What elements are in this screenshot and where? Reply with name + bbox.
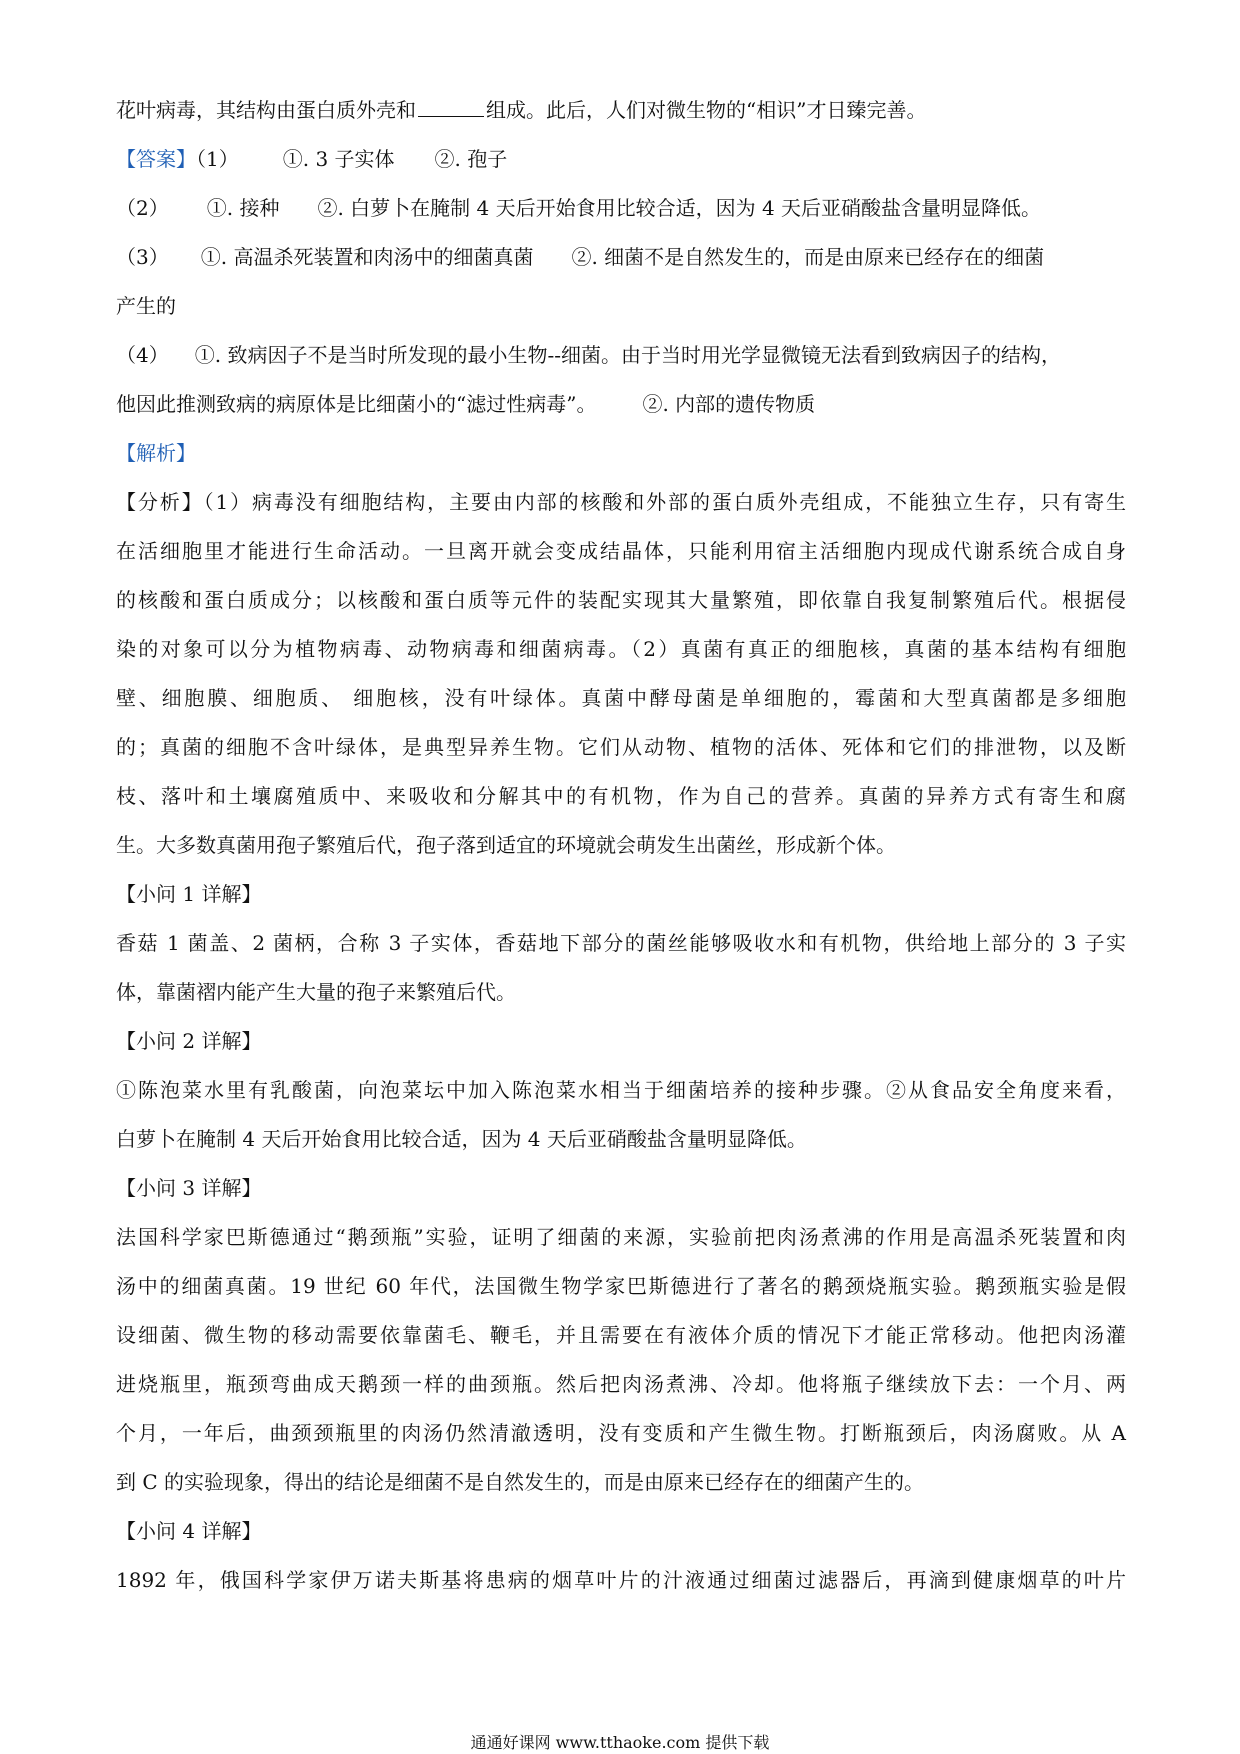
answer-line	[116, 245, 1126, 269]
fill-in-blank	[418, 98, 484, 117]
paragraph-line: 到 C 的实验现象，得出的结论是细菌不是自然发生的，而是由原来已经存在的细菌产生的。	[116, 1470, 925, 1494]
text-line	[116, 98, 1126, 122]
text-segment: 他因此推测致病的病原体是比细菌小的“滤过性病毒”。	[116, 392, 597, 416]
answer-label: 【答案】	[116, 147, 196, 171]
page-footer: 通通好课网 www.tthaoke.com 提供下载	[470, 1733, 770, 1752]
paragraph-line: 1892 年，俄国科学家伊万诺夫斯基将患病的烟草叶片的汁液通过细菌过滤器后，再滴到健康烟草的叶片	[116, 1568, 1126, 1592]
text-segment: （4）	[116, 343, 169, 367]
text-segment: （2）	[116, 196, 169, 220]
paragraph-line: 法国科学家巴斯德通过“鹅颈瓶”实验，证明了细菌的来源，实验前把肉汤煮沸的作用是高温杀死装置和肉	[116, 1225, 1126, 1249]
paragraph-line: 白萝卜在腌制 4 天后开始食用比较合适，因为 4 天后亚硝酸盐含量明显降低。	[116, 1127, 807, 1151]
text-segment: ②. 白萝卜在腌制 4 天后开始食用比较合适，因为 4 天后亚硝酸盐含量明显降低。	[317, 196, 1042, 220]
analysis-label: 【解析】	[116, 441, 196, 465]
text-segment: ②. 内部的遗传物质	[642, 392, 816, 416]
text-segment: ①. 致病因子不是当时所发现的最小生物--细菌。由于当时用光学显微镜无法看到致病因子的结构，	[194, 343, 1061, 367]
paragraph-line: 的；真菌的细胞不含叶绿体，是典型异养生物。它们从动物、植物的活体、死体和它们的排泄物，以及断	[116, 735, 1126, 759]
section-heading: 【小问 2 详解】	[116, 1029, 262, 1053]
section-heading: 【小问 1 详解】	[116, 882, 262, 906]
section-heading: 【小问 3 详解】	[116, 1176, 262, 1200]
paragraph-line: 【分析】（1）病毒没有细胞结构，主要由内部的核酸和外部的蛋白质外壳组成，不能独立生存，只有寄生	[116, 490, 1126, 514]
text-segment: 产生的	[116, 294, 176, 318]
answer-line	[116, 196, 1126, 220]
answer-line	[116, 343, 1126, 367]
paragraph-line: 生。大多数真菌用孢子繁殖后代，孢子落到适宜的环境就会萌发生出菌丝，形成新个体。	[116, 833, 896, 857]
text-line	[116, 392, 1126, 416]
text-segment: 花叶病毒，其结构由蛋白质外壳和	[116, 98, 416, 122]
paragraph-line: 香菇 1 菌盖、2 菌柄，合称 3 子实体，香菇地下部分的菌丝能够吸收水和有机物，供给地上部分的 3 子实	[116, 931, 1126, 955]
answer-line	[116, 147, 1126, 171]
paragraph-line: 枝、落叶和土壤腐殖质中、来吸收和分解其中的有机物，作为自己的营养。真菌的异养方式有寄生和腐	[116, 784, 1126, 808]
section-heading: 【小问 4 详解】	[116, 1519, 262, 1543]
paragraph-line: 在活细胞里才能进行生命活动。一旦离开就会变成结晶体，只能利用宿主活细胞内现成代谢系统合成自身	[116, 539, 1126, 563]
text-segment: （3）	[116, 245, 169, 269]
paragraph-line: ①陈泡菜水里有乳酸菌，向泡菜坛中加入陈泡菜水相当于细菌培养的接种步骤。②从食品安全角度来看，	[116, 1078, 1126, 1102]
text-segment: ①. 3 子实体	[282, 147, 395, 171]
analysis-heading	[116, 441, 1126, 465]
paragraph-line: 染的对象可以分为植物病毒、动物病毒和细菌病毒。（2）真菌有真正的细胞核，真菌的基本结构有细胞	[116, 637, 1126, 661]
paragraph-line: 进烧瓶里，瓶颈弯曲成天鹅颈一样的曲颈瓶。然后把肉汤煮沸、冷却。他将瓶子继续放下去：一个月、两	[116, 1372, 1126, 1396]
text-segment: （1）	[196, 147, 239, 171]
paragraph-line: 设细菌、微生物的移动需要依靠菌毛、鞭毛，并且需要在有液体介质的情况下才能正常移动。他把肉汤灌	[116, 1323, 1126, 1347]
document-body	[116, 98, 1126, 1617]
text-segment: ②. 细菌不是自然发生的，而是由原来已经存在的细菌	[571, 245, 1045, 269]
text-segment: ①. 高温杀死装置和肉汤中的细菌真菌	[200, 245, 534, 269]
text-segment: 组成。此后，人们对微生物的“相识”才日臻完善。	[486, 98, 927, 122]
text-segment: ①. 接种	[206, 196, 280, 220]
paragraph-line: 体，靠菌褶内能产生大量的孢子来繁殖后代。	[116, 980, 516, 1004]
paragraph-line: 个月，一年后，曲颈颈瓶里的肉汤仍然清澈透明，没有变质和产生微生物。打断瓶颈后，肉汤腐败。从 A	[116, 1421, 1126, 1445]
text-line	[116, 294, 1126, 318]
text-segment: ②. 孢子	[434, 147, 508, 171]
paragraph-line: 壁、细胞膜、细胞质、 细胞核，没有叶绿体。真菌中酵母菌是单细胞的，霉菌和大型真菌都是多细胞	[116, 686, 1126, 710]
paragraph-line: 的核酸和蛋白质成分；以核酸和蛋白质等元件的装配实现其大量繁殖，即依靠自我复制繁殖后代。根据侵	[116, 588, 1126, 612]
paragraph-line: 汤中的细菌真菌。19 世纪 60 年代，法国微生物学家巴斯德进行了著名的鹅颈烧瓶实验。鹅颈瓶实验是假	[116, 1274, 1126, 1298]
